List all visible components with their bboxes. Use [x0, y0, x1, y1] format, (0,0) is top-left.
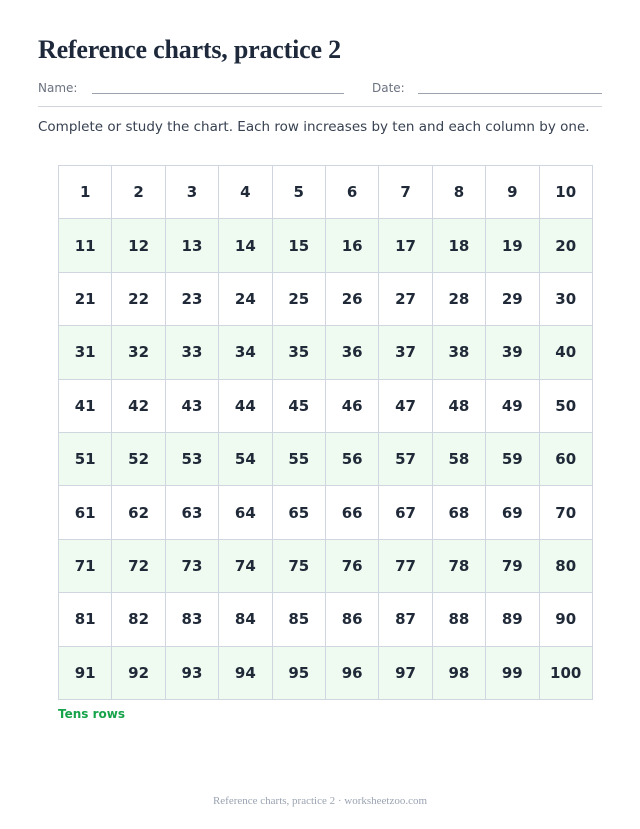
chart-cell: 73 [165, 539, 218, 592]
chart-cell: 10 [539, 166, 592, 219]
chart-cell: 16 [325, 219, 378, 272]
chart-cell: 3 [165, 166, 218, 219]
chart-row [59, 593, 593, 646]
chart-cell: 23 [165, 272, 218, 325]
chart-cell: 59 [486, 432, 539, 485]
chart-cell: 89 [486, 593, 539, 646]
chart-cell: 29 [486, 272, 539, 325]
hundreds-chart [58, 165, 593, 700]
chart-cell: 44 [219, 379, 272, 432]
chart-cell: 47 [379, 379, 432, 432]
chart-cell: 40 [539, 326, 592, 379]
chart-cell: 96 [325, 646, 378, 699]
chart-cell: 76 [325, 539, 378, 592]
chart-cell: 97 [379, 646, 432, 699]
legend-tens-rows: Tens rows [58, 707, 125, 721]
chart-cell: 15 [272, 219, 325, 272]
chart-cell: 70 [539, 486, 592, 539]
chart-cell: 63 [165, 486, 218, 539]
chart-cell: 31 [59, 326, 112, 379]
chart-cell: 32 [112, 326, 165, 379]
chart-cell: 19 [486, 219, 539, 272]
chart-cell: 87 [379, 593, 432, 646]
chart-row [59, 432, 593, 485]
chart-cell: 62 [112, 486, 165, 539]
chart-cell: 60 [539, 432, 592, 485]
chart-cell: 51 [59, 432, 112, 485]
chart-cell: 25 [272, 272, 325, 325]
chart-cell: 92 [112, 646, 165, 699]
chart-cell: 77 [379, 539, 432, 592]
chart-cell: 26 [325, 272, 378, 325]
chart-cell: 93 [165, 646, 218, 699]
chart-cell: 34 [219, 326, 272, 379]
chart-cell: 37 [379, 326, 432, 379]
chart-cell: 14 [219, 219, 272, 272]
chart-cell: 7 [379, 166, 432, 219]
chart-cell: 90 [539, 593, 592, 646]
chart-cell: 84 [219, 593, 272, 646]
name-field[interactable] [92, 93, 344, 94]
date-label: Date: [372, 81, 405, 95]
chart-cell: 17 [379, 219, 432, 272]
chart-cell: 57 [379, 432, 432, 485]
chart-cell: 13 [165, 219, 218, 272]
chart-cell: 91 [59, 646, 112, 699]
chart-cell: 53 [165, 432, 218, 485]
chart-cell: 86 [325, 593, 378, 646]
chart-cell: 45 [272, 379, 325, 432]
chart-cell: 4 [219, 166, 272, 219]
page-title: Reference charts, practice 2 [38, 35, 341, 64]
chart-cell: 36 [325, 326, 378, 379]
chart-cell: 38 [432, 326, 485, 379]
chart-cell: 6 [325, 166, 378, 219]
chart-cell: 48 [432, 379, 485, 432]
name-label: Name: [38, 81, 78, 95]
chart-cell: 50 [539, 379, 592, 432]
chart-cell: 12 [112, 219, 165, 272]
chart-cell: 56 [325, 432, 378, 485]
chart-cell: 22 [112, 272, 165, 325]
chart-row [59, 486, 593, 539]
chart-row [59, 166, 593, 219]
chart-cell: 52 [112, 432, 165, 485]
chart-cell: 100 [539, 646, 592, 699]
chart-cell: 75 [272, 539, 325, 592]
chart-cell: 28 [432, 272, 485, 325]
chart-cell: 67 [379, 486, 432, 539]
chart-cell: 43 [165, 379, 218, 432]
chart-cell: 55 [272, 432, 325, 485]
chart-cell: 24 [219, 272, 272, 325]
chart-cell: 69 [486, 486, 539, 539]
chart-cell: 11 [59, 219, 112, 272]
chart-row [59, 219, 593, 272]
chart-cell: 39 [486, 326, 539, 379]
chart-row [59, 379, 593, 432]
date-field[interactable] [418, 93, 602, 94]
chart-cell: 83 [165, 593, 218, 646]
chart-cell: 1 [59, 166, 112, 219]
chart-cell: 54 [219, 432, 272, 485]
chart-cell: 49 [486, 379, 539, 432]
chart-cell: 68 [432, 486, 485, 539]
chart-cell: 65 [272, 486, 325, 539]
instructions: Complete or study the chart. Each row increases by ten and each column by one. [38, 119, 590, 135]
chart-cell: 41 [59, 379, 112, 432]
chart-row [59, 326, 593, 379]
chart-cell: 64 [219, 486, 272, 539]
chart-cell: 98 [432, 646, 485, 699]
chart-cell: 58 [432, 432, 485, 485]
chart-cell: 80 [539, 539, 592, 592]
chart-cell: 30 [539, 272, 592, 325]
chart-cell: 42 [112, 379, 165, 432]
chart-cell: 33 [165, 326, 218, 379]
chart-cell: 74 [219, 539, 272, 592]
chart-cell: 18 [432, 219, 485, 272]
chart-cell: 71 [59, 539, 112, 592]
chart-cell: 21 [59, 272, 112, 325]
chart-cell: 2 [112, 166, 165, 219]
chart-row [59, 539, 593, 592]
chart-cell: 61 [59, 486, 112, 539]
name-date-row [38, 78, 602, 107]
footer: Reference charts, practice 2 · worksheetzoo.com [212, 795, 428, 807]
chart-cell: 9 [486, 166, 539, 219]
chart-cell: 95 [272, 646, 325, 699]
chart-cell: 72 [112, 539, 165, 592]
chart-cell: 78 [432, 539, 485, 592]
chart-row [59, 272, 593, 325]
chart-cell: 20 [539, 219, 592, 272]
chart-cell: 81 [59, 593, 112, 646]
chart-cell: 99 [486, 646, 539, 699]
chart-cell: 94 [219, 646, 272, 699]
chart-cell: 79 [486, 539, 539, 592]
chart-cell: 8 [432, 166, 485, 219]
chart-cell: 35 [272, 326, 325, 379]
chart-cell: 27 [379, 272, 432, 325]
chart-cell: 66 [325, 486, 378, 539]
chart-cell: 82 [112, 593, 165, 646]
chart-cell: 85 [272, 593, 325, 646]
chart-cell: 88 [432, 593, 485, 646]
chart-cell: 46 [325, 379, 378, 432]
chart-cell: 5 [272, 166, 325, 219]
chart-row [59, 646, 593, 699]
